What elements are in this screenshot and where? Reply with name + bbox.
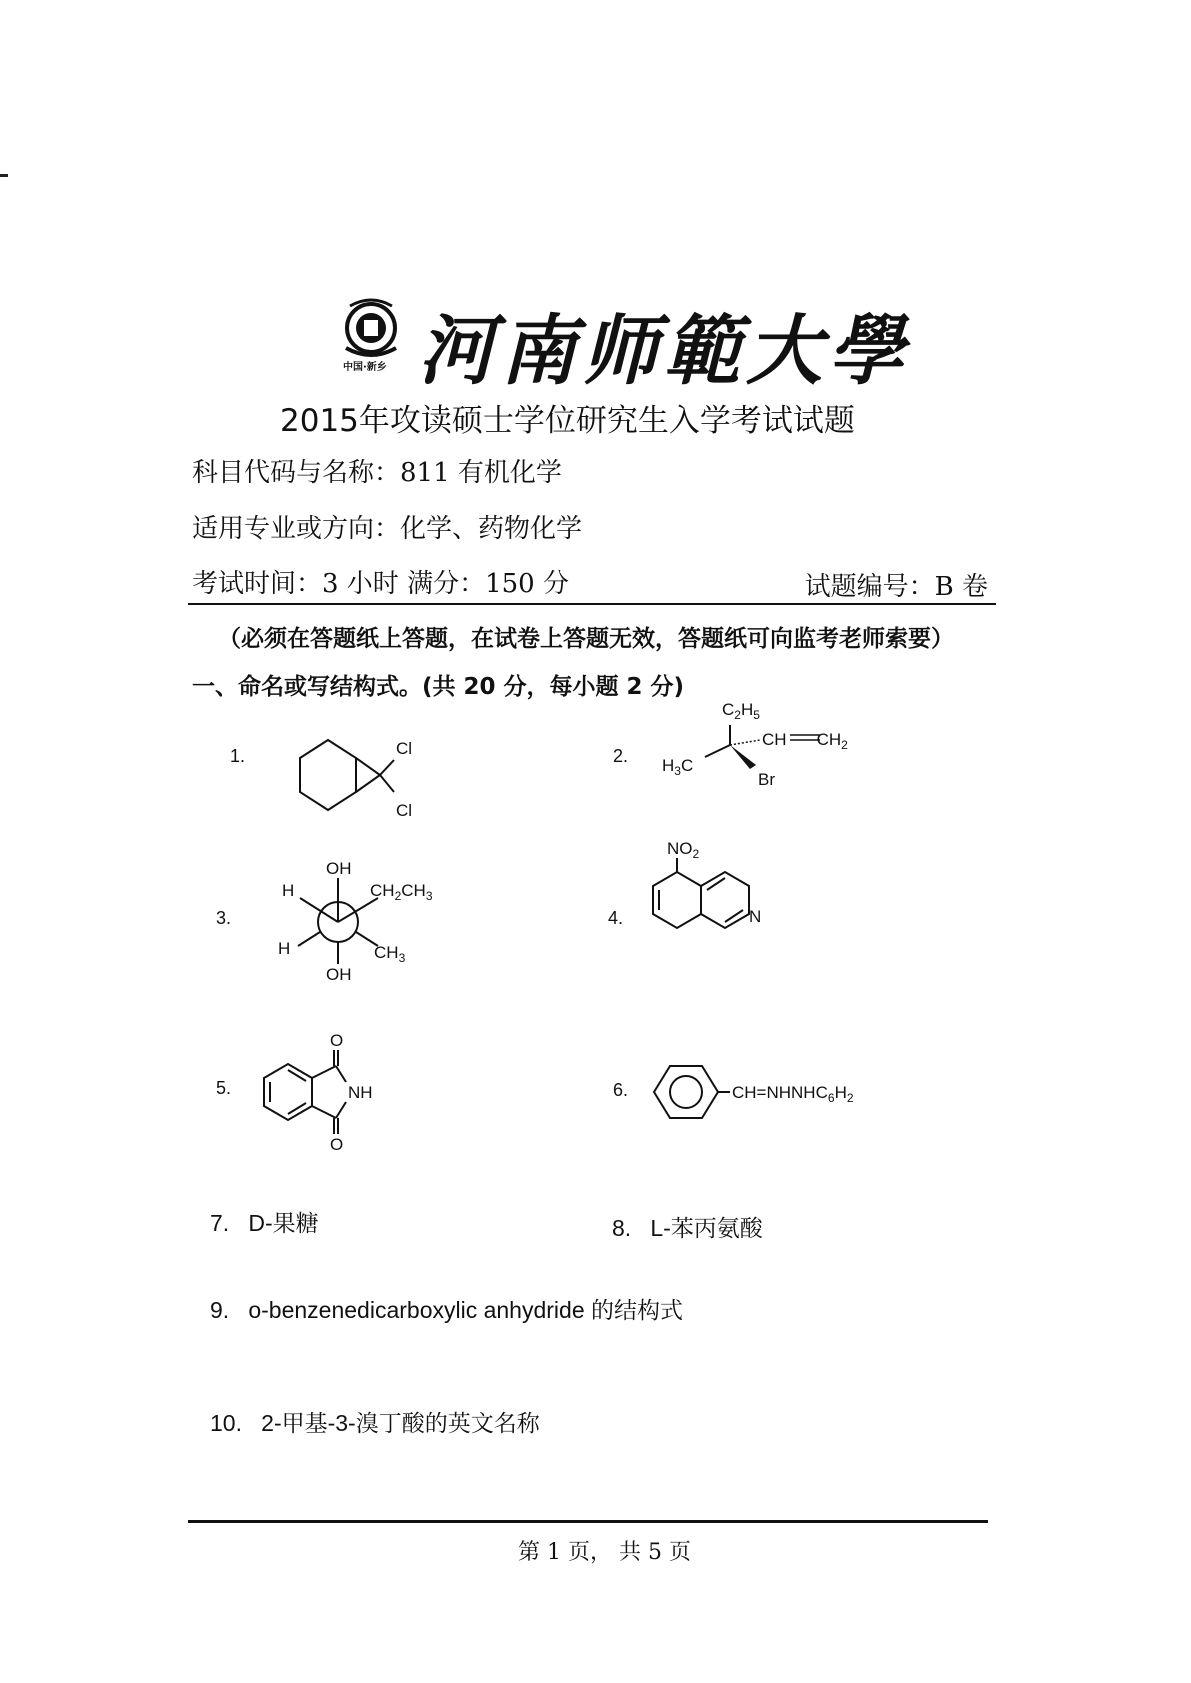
item-number: 4.	[608, 908, 624, 928]
item-text: D-果糖	[248, 1210, 319, 1236]
logo-caption: 中国·新乡	[343, 362, 387, 373]
chem-label: 2	[734, 708, 741, 722]
scan-mark	[0, 174, 8, 177]
chem-label: C	[680, 756, 694, 775]
chem-label: 2	[841, 738, 848, 752]
list-item	[612, 1210, 763, 1243]
section-title: 一、命名或写结构式。(共 20 分，每小题 2 分)	[192, 674, 685, 700]
chem-label: O	[330, 1135, 344, 1154]
item-number: 2.	[613, 746, 629, 766]
item-number: 9.	[210, 1297, 230, 1323]
item-number: 8.	[612, 1215, 632, 1241]
svg-text:C2H5	[722, 700, 760, 722]
chem-label: 2	[394, 889, 402, 903]
chem-label: 2	[692, 847, 700, 861]
item-number: 3.	[216, 908, 232, 928]
svg-text:CH3	[374, 943, 406, 965]
footer-divider	[188, 1520, 988, 1523]
chem-label: CH	[816, 730, 842, 749]
chem-label: OH	[326, 859, 352, 878]
svg-text:NO2	[667, 839, 700, 861]
structure-5-phthalimide	[258, 1030, 408, 1155]
chem-label: CH	[401, 881, 426, 900]
major-line: 适用专业或方向：化学、药物化学	[192, 514, 583, 544]
chem-label: NH	[348, 1083, 373, 1102]
item-number: 10.	[210, 1410, 242, 1436]
exam-title: 2015年攻读硕士学位研究生入学考试试题	[280, 403, 855, 439]
chem-label: OH	[326, 965, 352, 984]
item-number: 7.	[210, 1210, 230, 1236]
item-text: 2-甲基-3-溴丁酸的英文名称	[261, 1410, 540, 1436]
chem-label: Cl	[396, 739, 413, 758]
paper-code: 试题编号：B 卷	[804, 572, 988, 602]
structure-6-hydrazone	[650, 1058, 890, 1128]
list-item	[210, 1405, 540, 1438]
chem-label: Br	[758, 770, 775, 789]
item-number: 6.	[613, 1080, 629, 1100]
item-number: 5.	[216, 1078, 232, 1098]
chem-label: H	[278, 939, 291, 958]
chem-label: 3	[398, 951, 406, 965]
header-divider	[188, 603, 996, 605]
chem-label: H	[282, 881, 295, 900]
structure-1	[280, 730, 440, 830]
page-number: 第 1 页， 共 5 页	[518, 1540, 691, 1565]
structure-4-nitroisoquinoline	[645, 838, 775, 948]
chem-label: Cl	[396, 801, 413, 820]
item-number: 1.	[230, 746, 246, 766]
list-item	[210, 1292, 683, 1325]
chem-label: H	[740, 700, 754, 719]
svg-text:CH=NHNHC6H2	[732, 1083, 854, 1105]
list-item	[210, 1205, 319, 1238]
item-text: L-苯丙氨酸	[650, 1215, 763, 1241]
chem-label: N	[749, 907, 762, 926]
chem-label: C	[722, 700, 735, 719]
chem-label: 2	[846, 1091, 854, 1105]
chem-label: H	[834, 1083, 847, 1102]
chem-label: CH	[370, 881, 395, 900]
chem-label: CH=NHNHC	[732, 1083, 828, 1102]
structure-2	[660, 695, 870, 795]
chem-label: H	[662, 756, 675, 775]
chem-label: 3	[425, 889, 433, 903]
chem-label: CH	[762, 730, 787, 749]
chem-label: 5	[753, 708, 760, 722]
chem-label: NO	[667, 839, 693, 858]
chem-label: O	[330, 1031, 344, 1050]
chem-label: CH	[374, 943, 399, 962]
structure-3-newman	[270, 858, 460, 988]
subject-line: 科目代码与名称：811 有机化学	[192, 458, 562, 488]
chem-label: 6	[827, 1091, 835, 1105]
item-text: o-benzenedicarboxylic anhydride 的结构式	[248, 1297, 684, 1323]
svg-text:CH2CH3	[370, 881, 433, 903]
svg-text:H3C	[662, 756, 693, 778]
svg-text:CHCH2	[762, 730, 848, 752]
answer-notice: （必须在答题纸上答题，在试卷上答题无效，答题纸可向监考老师索要）	[218, 626, 954, 652]
chem-label: 3	[674, 764, 681, 778]
university-name: 河南师範大學	[418, 306, 910, 395]
time-score-line: 考试时间：3 小时 满分：150 分	[192, 569, 569, 599]
